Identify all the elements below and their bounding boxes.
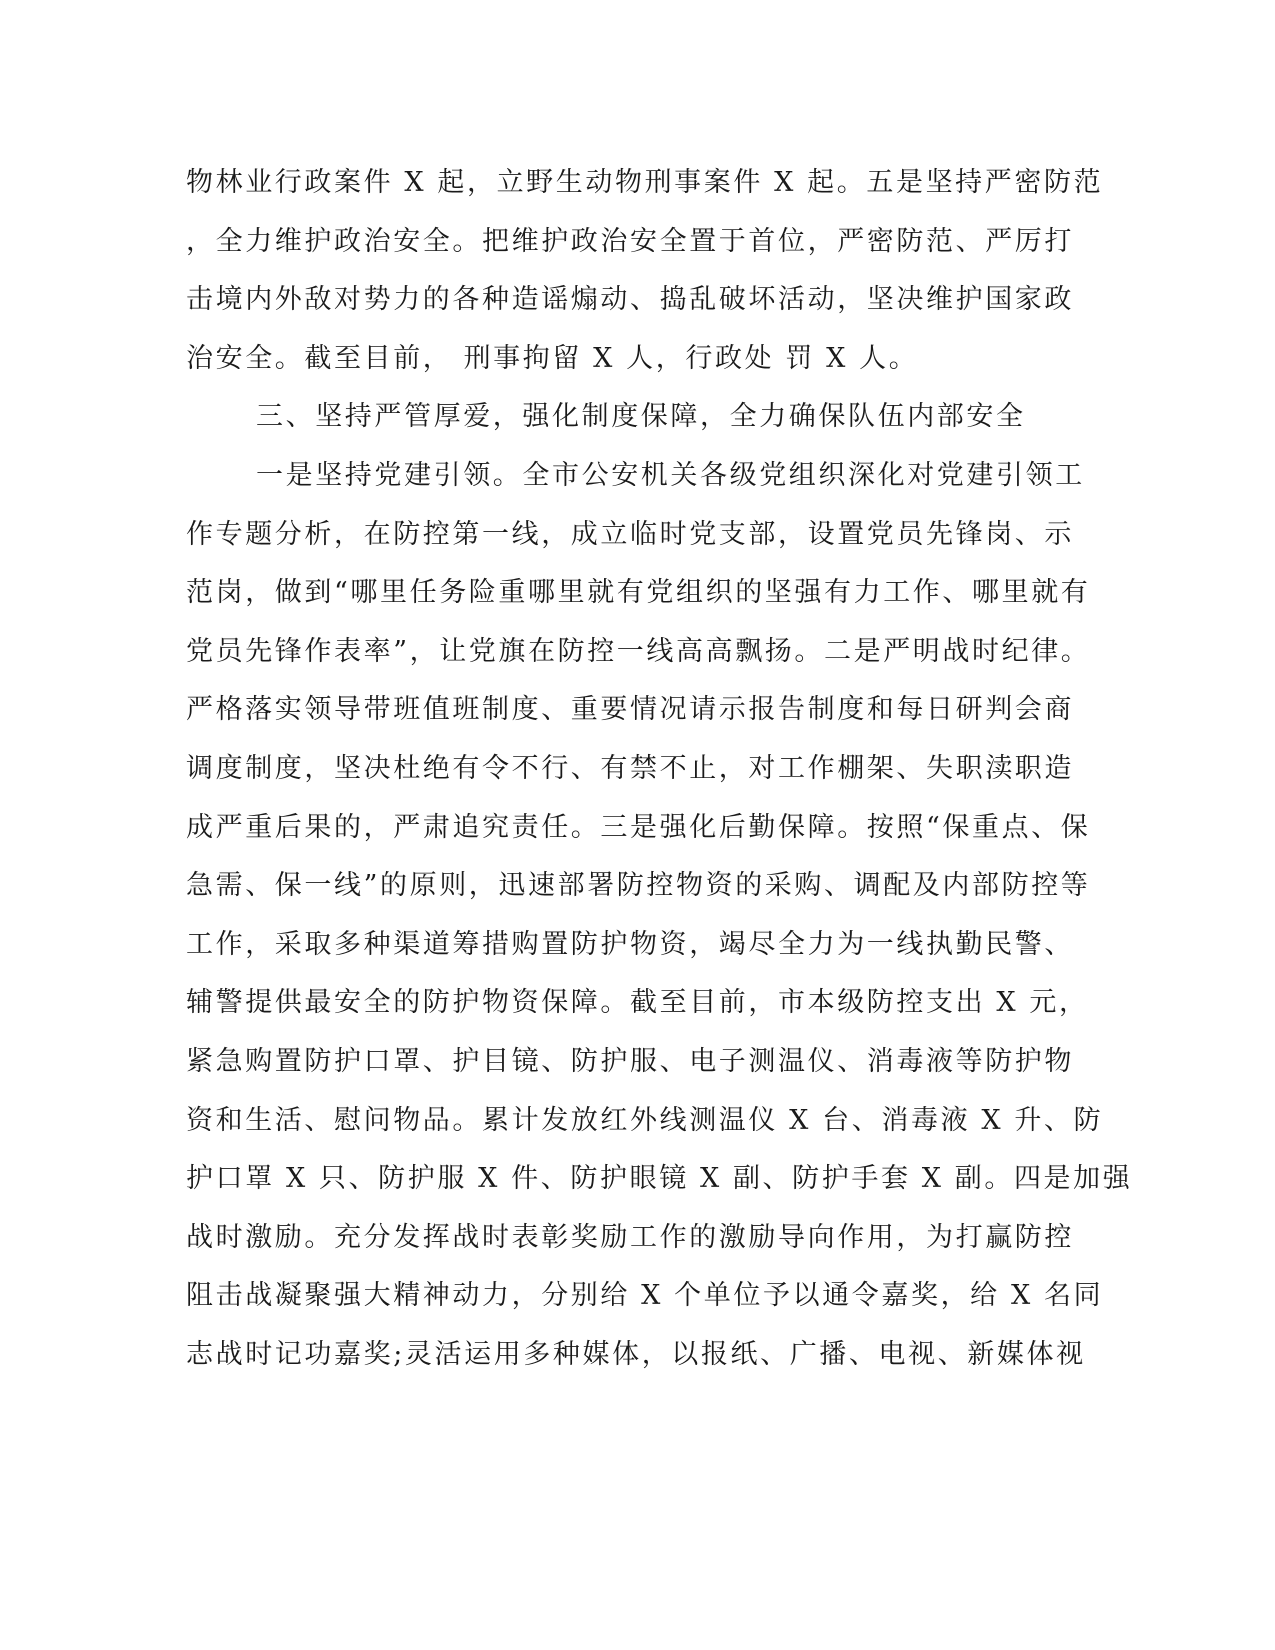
text-line: 物林业行政案件 X 起，立野生动物刑事案件 X 起。五是坚持严密防范	[186, 167, 1104, 198]
text-line: 党员先锋作表率”，让党旗在防控一线高高飘扬。二是严明战时纪律。	[186, 635, 1091, 667]
text-line: 急需、保一线”的原则，迅速部署防控物资的采购、调配及内部防控等	[186, 870, 1091, 902]
text-line: 护口罩 X 只、防护服 X 件、防护眼镜 X 副、防护手套 X 副。四是加强	[186, 1163, 1133, 1195]
text-line: 紧急购置防护口罩、护目镜、防护服、电子测温仪、消毒液等防护物	[186, 1045, 1074, 1077]
text-line: 作专题分析，在防控第一线，成立临时党支部，设置党员先锋岗、示	[186, 518, 1074, 550]
text-line: 治安全。截至目前， 刑事拘留 X 人，行政处 罚 X 人。	[186, 342, 919, 374]
paragraph-first-line: 一是坚持党建引领。全市公安机关各级党组织深化对党建引领工	[256, 459, 1085, 491]
text-line: 资和生活、慰问物品。累计发放红外线测温仪 X 台、消毒液 X 升、防	[186, 1104, 1104, 1136]
text-line: 志战时记功嘉奖;灵活运用多种媒体，以报纸、广播、电视、新媒体视	[186, 1338, 1086, 1370]
text-line: 调度制度，坚决杜绝有令不行、有禁不止，对工作棚架、失职渎职造	[186, 752, 1074, 784]
text-line: 严格落实领导带班值班制度、重要情况请示报告制度和每日研判会商	[186, 694, 1074, 726]
text-line: 范岗，做到“哪里任务险重哪里就有党组织的坚强有力工作、哪里就有	[186, 577, 1091, 609]
text-line: 辅警提供最安全的防护物资保障。截至目前，市本级防控支出 X 元，	[186, 987, 1089, 1019]
text-line: 阻击战凝聚强大精神动力，分别给 X 个单位予以通令嘉奖，给 X 名同	[186, 1280, 1104, 1312]
text-line: 战时激励。充分发挥战时表彰奖励工作的激励导向作用，为打赢防控	[186, 1221, 1074, 1253]
text-line: 成严重后果的，严肃追究责任。三是强化后勤保障。按照“保重点、保	[186, 811, 1091, 843]
section-heading: 三、坚持严管厚爱，强化制度保障，全力确保队伍内部安全	[256, 401, 1026, 433]
body-text	[186, 154, 1133, 1384]
text-line: 工作，采取多种渠道筹措购置防护物资，竭尽全力为一线执勤民警、	[186, 928, 1074, 960]
text-line: 击境内外敌对势力的各种造谣煽动、捣乱破坏活动，坚决维护国家政	[186, 284, 1074, 316]
text-line: ，全力维护政治安全。把维护政治安全置于首位，严密防范、严厉打	[186, 225, 1074, 257]
